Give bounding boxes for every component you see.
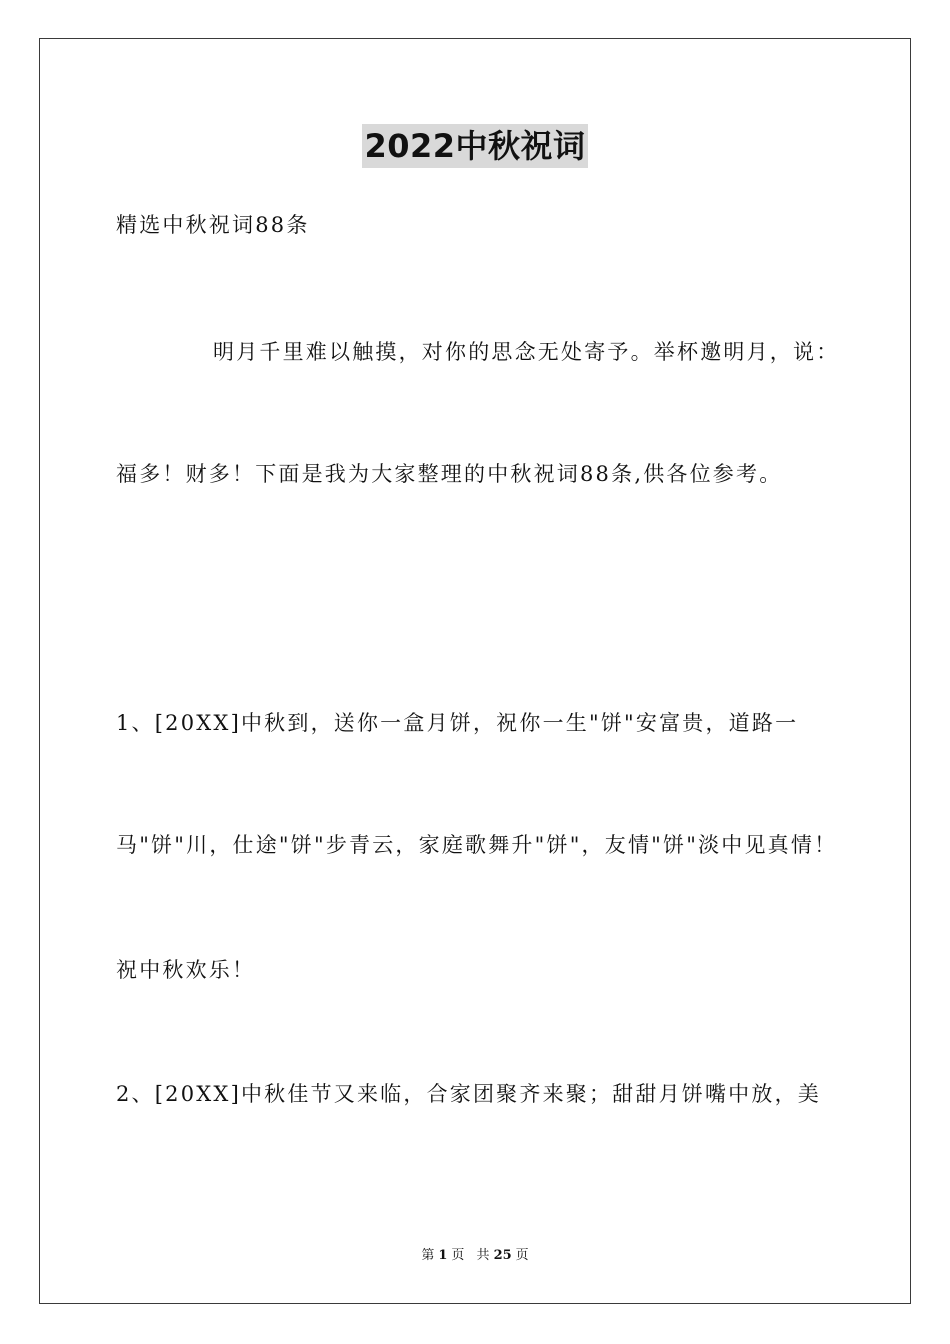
total-pages: 25 [493, 1248, 512, 1263]
paragraph-line: 马"饼"川，仕途"饼"步青云，家庭歌舞升"饼"，友情"饼"淡中见真情！ [116, 833, 838, 857]
paragraph-line: 2、[20XX]中秋佳节又来临，合家团聚齐来聚；甜甜月饼嘴中放，美 [116, 1082, 821, 1106]
document-subtitle: 精选中秋祝词88条 [116, 213, 310, 237]
total-prefix: 共 [476, 1248, 490, 1263]
total-suffix: 页 [515, 1248, 529, 1263]
paragraph-line: 明月千里难以触摸，对你的思念无处寄予。举杯邀明月，说： [213, 340, 840, 364]
paragraph-line: 祝中秋欢乐！ [116, 958, 256, 982]
page-footer [0, 1247, 950, 1265]
page-prefix: 第 [421, 1248, 435, 1263]
page-suffix: 页 [451, 1248, 465, 1263]
document-title: 2022中秋祝词 [362, 124, 587, 168]
page-indicator [419, 1248, 466, 1263]
title-container [0, 124, 950, 168]
page-number: 1 [438, 1248, 448, 1263]
total-indicator [475, 1248, 531, 1263]
paragraph-line: 1、[20XX]中秋到，送你一盒月饼，祝你一生"饼"安富贵，道路一 [116, 711, 799, 735]
paragraph-line: 福多！财多！下面是我为大家整理的中秋祝词88条,供各位参考。 [116, 462, 783, 486]
